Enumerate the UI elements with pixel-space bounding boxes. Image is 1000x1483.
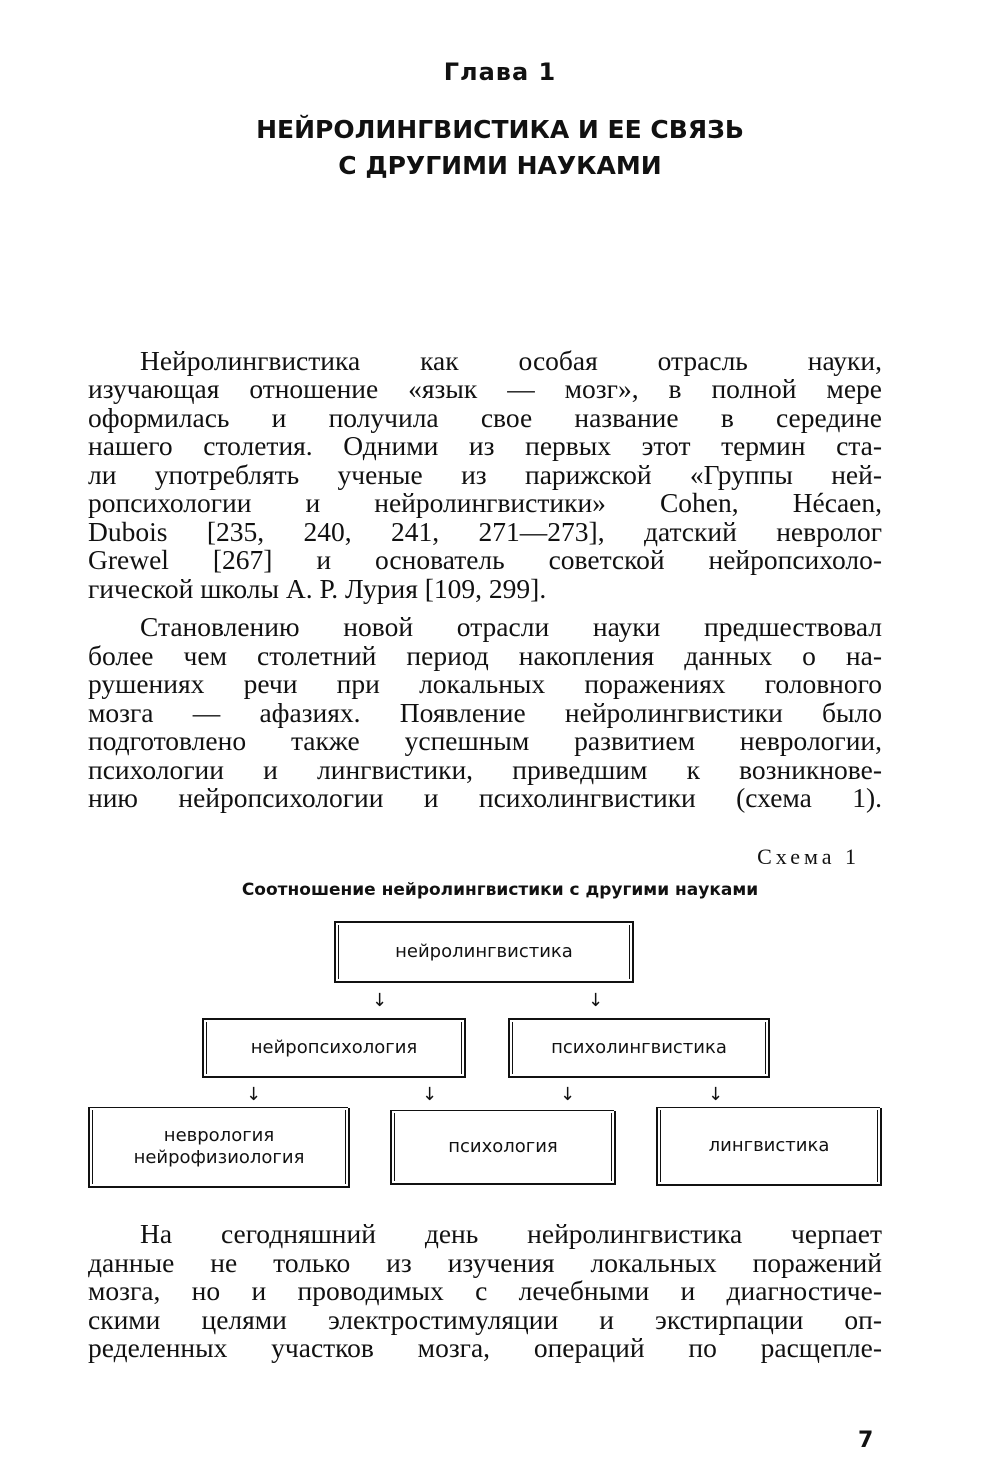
paragraph-1-line: нашего столетия. Одними из первых этот термин ста- <box>88 430 882 461</box>
paragraph-1-line: Grewel [267] и основатель советской нейропсихоло- <box>88 544 882 575</box>
paragraph-3-line: На сегодняшний день нейролингвистика черпает <box>140 1218 882 1249</box>
box-label <box>134 1125 305 1169</box>
arrow-down-icon: ↓ <box>708 1084 724 1105</box>
paragraph-2-line: рушениях речи при локальных поражениях головного <box>88 668 882 699</box>
box-label: лингвистика <box>708 1135 830 1156</box>
paragraph-2-line: мозга — афазиях. Появление нейролингвистики было <box>88 697 882 728</box>
box-label: психология <box>448 1136 558 1157</box>
box-neurolinguistics <box>334 921 634 983</box>
paragraph-2-line: нию нейропсихологии и психолингвистики (схема 1). <box>88 782 882 813</box>
box-label-line: неврология <box>163 1125 275 1146</box>
paragraph-1-line: гической школы А. Р. Лурия [109, 299]. <box>88 573 547 604</box>
box-label: психолингвистика <box>551 1037 727 1058</box>
chapter-title-line: С ДРУГИМИ НАУКАМИ <box>338 151 662 180</box>
chapter-heading: Глава 1 <box>443 58 557 86</box>
box-label: нейролингвистика <box>395 941 573 962</box>
paragraph-3-line: мозга, но и проводимых с лечебными и диагностиче- <box>88 1275 882 1306</box>
paragraph-2-line: подготовлено также успешным развитием неврологии, <box>88 725 882 756</box>
paragraph-3-line: ределенных участков мозга, операций по расщепле- <box>88 1332 882 1363</box>
arrow-down-icon: ↓ <box>560 1084 576 1105</box>
arrow-down-icon: ↓ <box>246 1084 262 1105</box>
paragraph-3-line: скими целями электростимуляции и экстирпации оп- <box>88 1304 882 1335</box>
paragraph-1-line: оформилась и получила свое название в середине <box>88 402 882 433</box>
chapter-title-line: НЕЙРОЛИНГВИСТИКА И ЕЕ СВЯЗЬ <box>256 115 744 144</box>
box-label: нейропсихология <box>250 1037 418 1058</box>
arrow-down-icon: ↓ <box>372 990 388 1011</box>
box-psycholinguistics <box>508 1018 770 1078</box>
arrow-down-icon: ↓ <box>422 1084 438 1105</box>
box-neurology <box>88 1108 350 1188</box>
paragraph-1-line: ропсихологии и нейролингвистики» Cohen, Hécaen, <box>88 487 882 518</box>
arrow-down-icon: ↓ <box>588 990 604 1011</box>
paragraph-2-line: психологии и лингвистики, приведшим к возникнове- <box>88 754 882 785</box>
schema-label: Схема 1 <box>757 844 860 869</box>
box-linguistics <box>656 1108 882 1186</box>
chapter-title <box>0 112 1000 184</box>
schema-title: Соотношение нейролингвистики с другими науками <box>241 880 759 900</box>
box-label-line: нейрофизиология <box>133 1147 305 1168</box>
paragraph-2-line: Становлению новой отрасли науки предшествовал <box>140 611 882 642</box>
paragraph-2-line: более чем столетний период накопления данных о на- <box>88 640 882 671</box>
box-neuropsychology <box>202 1018 466 1078</box>
paragraph-1-line: ли употреблять ученые из парижской «Группы ней- <box>88 459 882 490</box>
box-psychology <box>390 1111 616 1185</box>
paragraph-3-line: данные не только из изучения локальных поражений <box>88 1247 882 1278</box>
paragraph-1-line: изучающая отношение «язык — мозг», в полной мере <box>88 373 882 404</box>
paragraph-1-line: Dubois [235, 240, 241, 271—273], датский невролог <box>88 516 882 547</box>
page-number: 7 <box>858 1428 874 1453</box>
paragraph-1-line: Нейролингвистика как особая отрасль науки, <box>140 345 882 376</box>
